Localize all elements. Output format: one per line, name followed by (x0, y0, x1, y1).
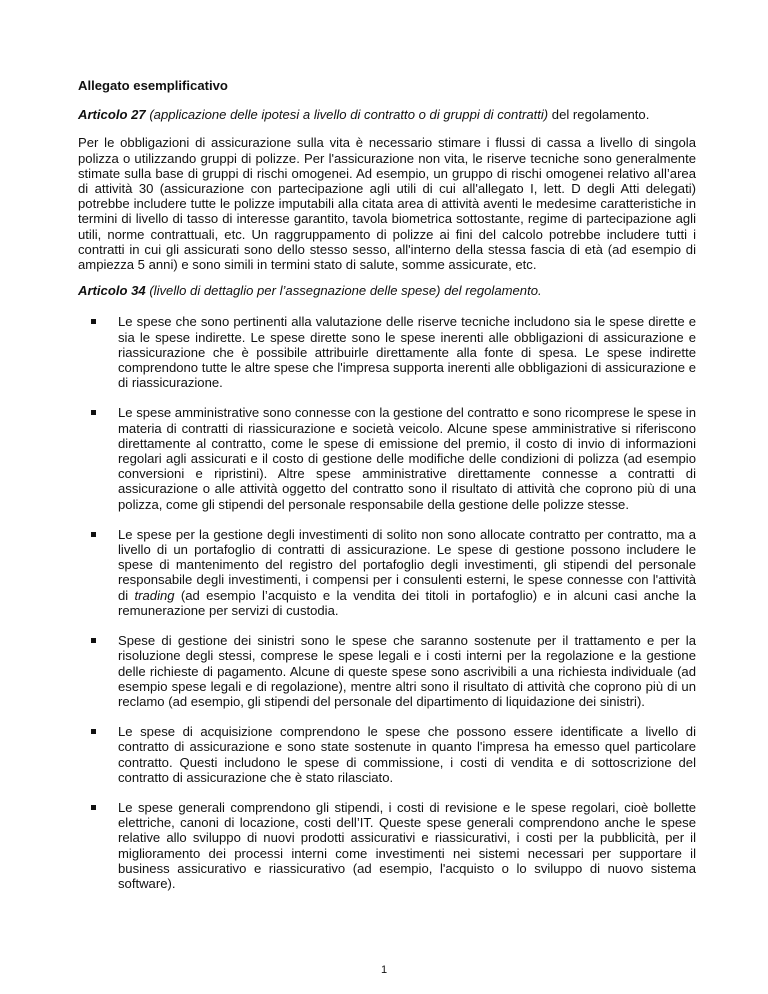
list-item-text: Spese di gestione dei sinistri sono le spese che saranno sostenute per il trattamento e per la risoluzione degli stessi, comprese le spese legali e i costi interni per la regolazione e la gestione delle richieste di pagamento. Alcune di queste spese sono ascrivibili a una richiesta individuale (ad esempio spese legali e di regolazione), mentre altri sono il risultato di attività che coprono più di un reclamo (ad esempio, gli stipendi del personale del dipartimento di liquidazione dei sinistri). (118, 633, 696, 709)
square-bullet-icon (91, 805, 96, 810)
list-item (78, 633, 696, 709)
list-item (78, 800, 696, 891)
list-item-text-before: Le spese per la gestione degli investimenti di solito non sono allocate contratto per contratto, ma a livello di un portafoglio di contratti di assicurazione. Le spese di gestione possono includere le spese di mantenimento del registro del portafoglio degli investimenti, gli stipendi del personale responsabile degli investimenti, i compensi per i consulenti esterni, le spese connesse con l'attività di (118, 526, 696, 603)
document-heading: Allegato esemplificativo (78, 78, 228, 93)
list-item-text: Le spese di acquisizione comprendono le spese che possono essere identificate a livello di contratto di assicurazione e sono state sostenute in quanto l'impresa ha emesso quel particolare contratto. Questi includono le spese di commissione, i costi di vendita e di sottoscrizione del contratto di assicurazione che è stato rilasciato. (118, 724, 696, 785)
document-page (78, 78, 696, 906)
article-27-heading (78, 107, 696, 122)
list-item-text: Le spese che sono pertinenti alla valutazione delle riserve tecniche includono sia le spese dirette e sia le spese indirette. Le spese dirette sono le spese inerenti alle obbligazioni di assicurazione e riassicurazione che è possibile attribuirle direttamente alla fonte di spesa. Le spese indirette comprendono tutte le altre spese che l'impresa supporta inerenti alle obbligazioni di assicurazione e di riassicurazione. (118, 314, 696, 391)
article-27-label: Articolo 27 (78, 107, 146, 123)
square-bullet-icon (91, 729, 96, 734)
list-item-text: Le spese amministrative sono connesse con la gestione del contratto e sono ricomprese le spese in materia di contratti di riassicurazione e società veicolo. Alcune spese amministrative si riferiscono direttamente al contratto, come le spese di emissione del premio, il costo di invio di informazioni regolari agli assicurati e il costo di gestione delle modifiche delle condizioni di polizza (ad esempio conversioni e ripristini). Altre spese amministrative direttamente connesse a contratti di assicurazione o alle attività oggetto del contratto sono il risultato di attività che coprono più di una polizza, come gli stipendi del personale responsabile della gestione delle polizze stesse. (118, 405, 696, 512)
list-item (78, 405, 696, 511)
article-34-heading (78, 283, 696, 298)
article-34-label: Articolo 34 (78, 283, 146, 299)
list-item-text: Le spese generali comprendono gli stipendi, i costi di revisione e le spese regolari, cioè bollette elettriche, canoni di locazione, costi dell’IT. Queste spese generali comprendono anche le spese relative allo sviluppo di nuovi prodotti assicurativi e riassicurativi, i costi per la pubblicità, per il miglioramento dei processi interni come investimenti nei sistemi necessari per supportare il business assicurativo e riassicurativo (ad esempio, l'acquisto o lo sviluppo di nuovo sistema software). (118, 799, 696, 891)
square-bullet-icon (91, 638, 96, 643)
square-bullet-icon (91, 319, 96, 324)
list-item (78, 527, 696, 618)
page-number: 1 (380, 964, 388, 976)
article-27-subtitle: (applicazione delle ipotesi a livello di contratto o di gruppi di contratti) (149, 107, 549, 123)
square-bullet-icon (91, 532, 96, 537)
list-item-text-after: (ad esempio l’acquisto e la vendita dei titoli in portafoglio) e in alcuni casi anche la remunerazione per servizi di custodia. (118, 587, 696, 618)
article-27-paragraph: Per le obbligazioni di assicurazione sulla vita è necessario stimare i flussi di cassa a livello di singola polizza o utilizzando gruppi di polizze. Per l'assicurazione non vita, le riserve tecniche sono generalmente stimate sulla base di gruppi di rischi omogenei. Ad esempio, un gruppo di rischi omogenei relativo all’area di attività 30 (assicurazione con partecipazione agli utili di cui all'allegato I, lett. D degli Atti delegati) potrebbe includere tutte le polizze imputabili alla citata area di attività aventi le medesime caratteristiche in termini di livello di tasso di interesse garantito, tavola biometrica sottostante, regime di partecipazione agli utili, norme contrattuali, etc. Un raggruppamento di polizze ai fini del calcolo potrebbe includere tutti i contratti in cui gli assicurati sono dello stesso sesso, all'interno della stessa fascia di età (ad esempio di ampiezza 5 anni) e sono simili in termini stato di salute, somme assicurate, etc. (78, 135, 696, 273)
article-34-subtitle: (livello di dettaglio per l’assegnazione delle spese) del regolamento. (149, 283, 542, 299)
expenses-bullet-list (78, 314, 696, 891)
article-27-suffix: del regolamento. (548, 107, 650, 123)
list-item (78, 724, 696, 785)
square-bullet-icon (91, 410, 96, 415)
list-item-text-italic: trading (134, 587, 175, 603)
list-item (78, 314, 696, 390)
